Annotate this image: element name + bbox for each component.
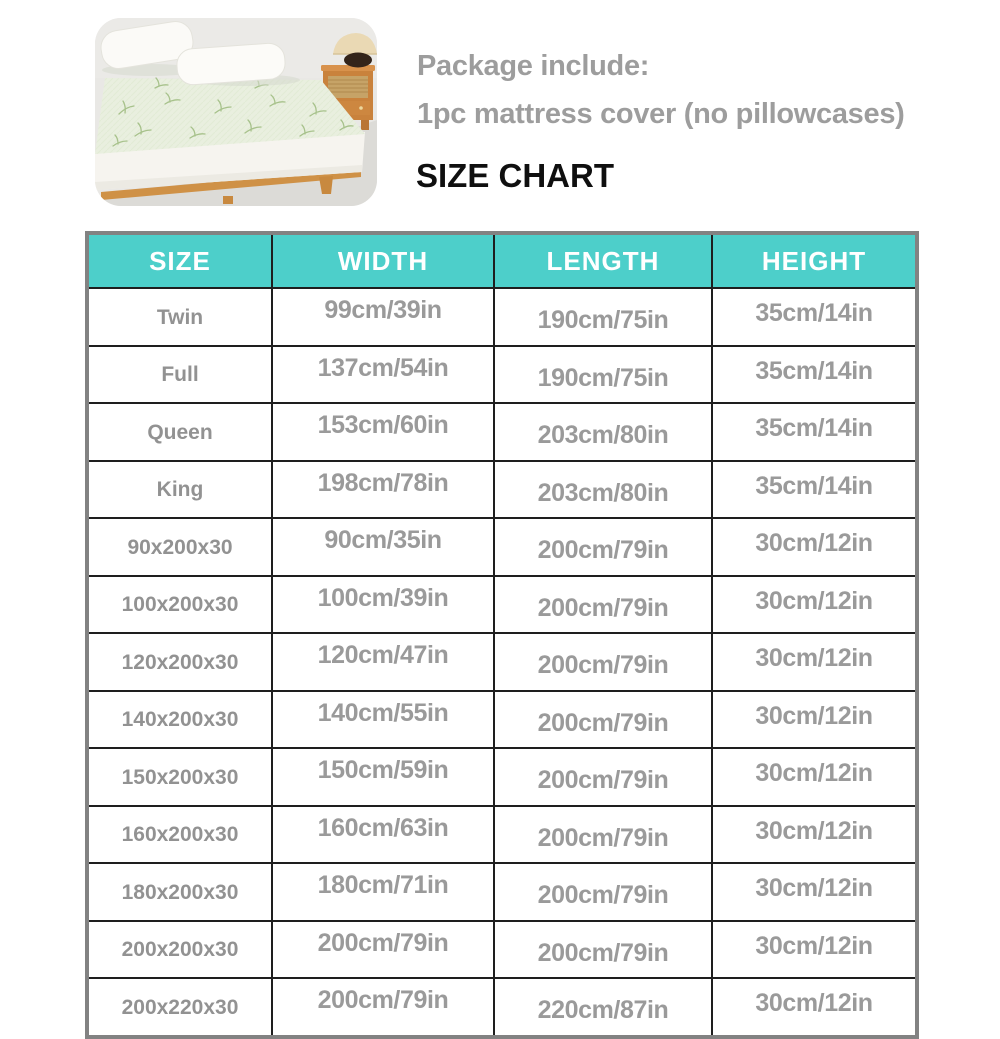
cell-size-text: 200x220x30 xyxy=(121,995,239,1019)
cell-length-text: 200cm/79in xyxy=(537,651,669,680)
table-row xyxy=(87,288,917,346)
cell-height xyxy=(712,978,917,1037)
cell-size-text: Queen xyxy=(147,420,213,444)
cell-size xyxy=(87,346,272,404)
cell-length-text: 200cm/79in xyxy=(537,536,669,565)
cell-length xyxy=(494,921,712,979)
cell-width xyxy=(272,633,494,691)
cell-height-text: 30cm/12in xyxy=(755,931,873,960)
cell-width-text: 180cm/71in xyxy=(317,871,449,900)
cell-length-text: 200cm/79in xyxy=(537,766,669,795)
cell-width xyxy=(272,748,494,806)
cell-size xyxy=(87,576,272,634)
cell-height xyxy=(712,806,917,864)
cell-height xyxy=(712,461,917,519)
cell-width-text: 150cm/59in xyxy=(317,756,449,785)
table-row xyxy=(87,978,917,1037)
cell-width-text: 90cm/35in xyxy=(324,526,442,555)
cell-size-text: 100x200x30 xyxy=(121,593,239,617)
cell-length xyxy=(494,403,712,461)
cell-size xyxy=(87,806,272,864)
cell-length xyxy=(494,518,712,576)
cell-length xyxy=(494,748,712,806)
package-include-label: Package include: xyxy=(417,50,650,82)
cell-width xyxy=(272,921,494,979)
cell-size xyxy=(87,691,272,749)
cell-height xyxy=(712,403,917,461)
header-height: HEIGHT xyxy=(712,233,917,288)
cell-height-text: 35cm/14in xyxy=(755,299,873,328)
cell-height xyxy=(712,346,917,404)
cell-width xyxy=(272,576,494,634)
cell-size xyxy=(87,403,272,461)
cell-width-text: 160cm/63in xyxy=(317,813,449,842)
cell-length xyxy=(494,633,712,691)
cell-length xyxy=(494,863,712,921)
cell-length xyxy=(494,806,712,864)
cell-size-text: 150x200x30 xyxy=(121,765,239,789)
table-row xyxy=(87,748,917,806)
cell-size-text: 120x200x30 xyxy=(121,650,239,674)
cell-size xyxy=(87,633,272,691)
size-table-body xyxy=(87,288,917,1037)
cell-height xyxy=(712,691,917,749)
cell-height xyxy=(712,518,917,576)
cell-length xyxy=(494,576,712,634)
cell-width-text: 100cm/39in xyxy=(317,583,449,612)
cell-width-text: 153cm/60in xyxy=(317,411,449,440)
cell-width-text: 99cm/39in xyxy=(324,296,442,325)
cell-height-text: 35cm/14in xyxy=(755,471,873,500)
table-row xyxy=(87,633,917,691)
cell-width-text: 198cm/78in xyxy=(317,468,449,497)
cell-size xyxy=(87,863,272,921)
table-row xyxy=(87,806,917,864)
cell-height-text: 35cm/14in xyxy=(755,414,873,443)
cell-height xyxy=(712,576,917,634)
cell-size-text: King xyxy=(156,478,204,502)
cell-length-text: 203cm/80in xyxy=(537,421,669,450)
package-contents-text: 1pc mattress cover (no pillowcases) xyxy=(417,98,905,130)
cell-width xyxy=(272,806,494,864)
cell-length-text: 200cm/79in xyxy=(537,823,669,852)
cell-size-text: 140x200x30 xyxy=(121,708,239,732)
cell-height-text: 30cm/12in xyxy=(755,874,873,903)
table-row xyxy=(87,863,917,921)
table-row xyxy=(87,461,917,519)
cell-length xyxy=(494,288,712,346)
cell-length xyxy=(494,461,712,519)
cell-height-text: 30cm/12in xyxy=(755,529,873,558)
cell-height-text: 30cm/12in xyxy=(755,701,873,730)
cell-size-text: 200x200x30 xyxy=(121,938,239,962)
cell-size xyxy=(87,518,272,576)
cell-width xyxy=(272,518,494,576)
cell-length-text: 220cm/87in xyxy=(537,996,669,1025)
cell-length-text: 200cm/79in xyxy=(537,881,669,910)
cell-height-text: 30cm/12in xyxy=(755,989,873,1018)
cell-size-text: Twin xyxy=(156,305,204,329)
cell-length-text: 200cm/79in xyxy=(537,938,669,967)
header-size: SIZE xyxy=(87,233,272,288)
cell-width xyxy=(272,403,494,461)
cell-width-text: 120cm/47in xyxy=(317,641,449,670)
cell-width xyxy=(272,863,494,921)
cell-height xyxy=(712,288,917,346)
cell-size xyxy=(87,288,272,346)
size-chart-title: SIZE CHART xyxy=(416,157,614,194)
cell-width xyxy=(272,288,494,346)
table-row xyxy=(87,518,917,576)
cell-width-text: 140cm/55in xyxy=(317,698,449,727)
cell-size xyxy=(87,921,272,979)
cell-width-text: 200cm/79in xyxy=(317,928,449,957)
cell-length xyxy=(494,346,712,404)
cell-width xyxy=(272,346,494,404)
cell-length xyxy=(494,978,712,1037)
cell-size xyxy=(87,978,272,1037)
cell-height-text: 35cm/14in xyxy=(755,356,873,385)
cell-length xyxy=(494,691,712,749)
cell-height-text: 30cm/12in xyxy=(755,644,873,673)
cell-length-text: 200cm/79in xyxy=(537,593,669,622)
cell-height xyxy=(712,863,917,921)
cell-height xyxy=(712,633,917,691)
cell-length-text: 190cm/75in xyxy=(537,363,669,392)
cell-width xyxy=(272,461,494,519)
table-row xyxy=(87,346,917,404)
cell-height-text: 30cm/12in xyxy=(755,816,873,845)
cell-width-text: 200cm/79in xyxy=(317,986,449,1015)
cell-length-text: 203cm/80in xyxy=(537,478,669,507)
header-length: LENGTH xyxy=(494,233,712,288)
header-width: WIDTH xyxy=(272,233,494,288)
table-row xyxy=(87,576,917,634)
cell-size-text: Full xyxy=(161,363,199,387)
cell-size-text: 90x200x30 xyxy=(127,535,233,559)
cell-length-text: 190cm/75in xyxy=(537,306,669,335)
size-chart-table xyxy=(85,231,919,1039)
table-row xyxy=(87,691,917,749)
bed-photo-illustration xyxy=(95,18,377,206)
cell-width xyxy=(272,978,494,1037)
cell-length-text: 200cm/79in xyxy=(537,708,669,737)
cell-height xyxy=(712,921,917,979)
size-table-header xyxy=(87,233,917,288)
cell-height-text: 30cm/12in xyxy=(755,759,873,788)
cell-width xyxy=(272,691,494,749)
cell-size-text: 160x200x30 xyxy=(121,823,239,847)
product-photo xyxy=(95,18,377,206)
cell-width-text: 137cm/54in xyxy=(317,353,449,382)
table-row xyxy=(87,921,917,979)
table-row xyxy=(87,403,917,461)
cell-height-text: 30cm/12in xyxy=(755,586,873,615)
header-row xyxy=(87,233,917,288)
cell-size-text: 180x200x30 xyxy=(121,880,239,904)
cell-size xyxy=(87,748,272,806)
cell-size xyxy=(87,461,272,519)
cell-height xyxy=(712,748,917,806)
